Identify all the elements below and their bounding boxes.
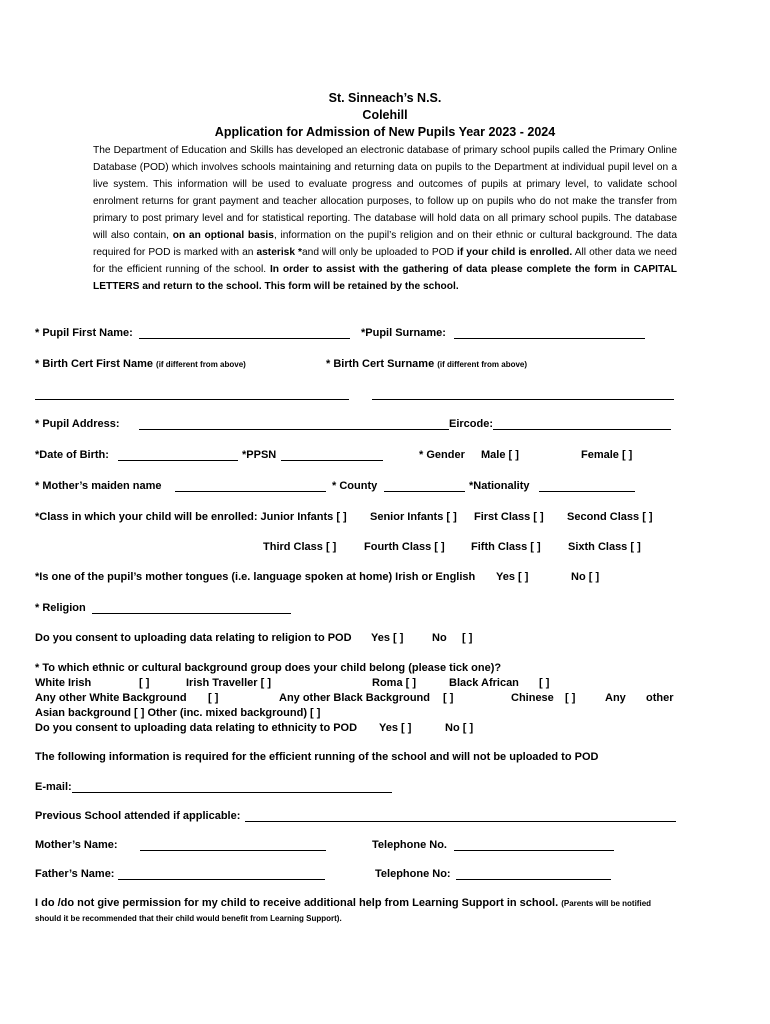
county-field[interactable] bbox=[384, 491, 465, 492]
intro-text-3: and will only be uploaded to POD bbox=[302, 247, 454, 258]
class-fourth-checkbox[interactable]: Fourth Class [ ] bbox=[364, 541, 445, 553]
dob-field[interactable] bbox=[118, 460, 238, 461]
fathers-name-field[interactable] bbox=[118, 879, 325, 880]
ppsn-label: *PPSN bbox=[242, 449, 277, 461]
any-label: Any bbox=[605, 692, 626, 704]
consent-religion-no-checkbox[interactable]: [ ] bbox=[462, 632, 473, 644]
gender-label: * Gender bbox=[419, 449, 465, 461]
birth-cert-surname-note: (if different from above) bbox=[437, 360, 528, 369]
previous-school-label: Previous School attended if applicable: bbox=[35, 810, 241, 822]
nationality-label: *Nationality bbox=[469, 480, 530, 492]
consent-ethnic-question: Do you consent to uploading data relating to ethnicity to POD bbox=[35, 722, 358, 734]
form-title: Application for Admission of New Pupils Year 2023 - 2024 bbox=[214, 125, 556, 139]
class-fifth-checkbox[interactable]: Fifth Class [ ] bbox=[471, 541, 541, 553]
black-african-label: Black African bbox=[449, 677, 519, 689]
birth-cert-first-field[interactable] bbox=[35, 399, 349, 400]
consent-religion-no-label: No bbox=[432, 632, 447, 644]
learning-support-statement bbox=[35, 896, 651, 911]
surname-label: *Pupil Surname: bbox=[361, 327, 446, 339]
fathers-name-label: Father’s Name: bbox=[35, 868, 115, 880]
address-field[interactable] bbox=[139, 429, 449, 430]
email-label: E-mail: bbox=[35, 781, 72, 793]
religion-label: * Religion bbox=[35, 602, 86, 614]
mother-tongue-question: *Is one of the pupil’s mother tongues (i.e. language spoken at home) Irish or English bbox=[35, 571, 476, 583]
irish-traveller-checkbox[interactable]: Irish Traveller [ ] bbox=[186, 677, 271, 689]
intro-bold-asterisk: asterisk * bbox=[256, 247, 302, 258]
telephone-1-label: Telephone No. bbox=[372, 839, 447, 851]
eircode-field[interactable] bbox=[493, 429, 671, 430]
birth-cert-surname-text: * Birth Cert Surname bbox=[326, 358, 438, 370]
learning-support-note-1: (Parents will be notified bbox=[561, 899, 652, 908]
maiden-name-field[interactable] bbox=[175, 491, 326, 492]
eircode-label: Eircode: bbox=[449, 418, 494, 430]
roma-checkbox[interactable]: Roma [ ] bbox=[372, 677, 416, 689]
telephone-1-field[interactable] bbox=[454, 850, 614, 851]
first-name-field[interactable] bbox=[139, 338, 350, 339]
class-sixth-checkbox[interactable]: Sixth Class [ ] bbox=[568, 541, 641, 553]
other-black-checkbox[interactable]: [ ] bbox=[443, 692, 454, 704]
gender-female-checkbox[interactable]: Female [ ] bbox=[581, 449, 633, 461]
first-name-label: * Pupil First Name: bbox=[35, 327, 133, 339]
other-black-label: Any other Black Background bbox=[279, 692, 430, 704]
birth-cert-surname-label bbox=[326, 357, 527, 372]
chinese-checkbox[interactable]: [ ] bbox=[565, 692, 576, 704]
white-irish-label: White Irish bbox=[35, 677, 92, 689]
class-third-checkbox[interactable]: Third Class [ ] bbox=[263, 541, 337, 553]
intro-bold-capitals: In order to assist with the gathering of data please complete the form in CAPITAL LETTERS and return to the school. This form will be retained by the school. bbox=[93, 264, 677, 292]
consent-ethnic-yes-checkbox[interactable]: Yes [ ] bbox=[379, 722, 412, 734]
birth-cert-first-label bbox=[35, 357, 246, 372]
mothers-name-field[interactable] bbox=[140, 850, 326, 851]
religion-field[interactable] bbox=[92, 613, 291, 614]
other-label: other bbox=[646, 692, 674, 704]
birth-cert-first-text: * Birth Cert First Name bbox=[35, 358, 157, 370]
birth-cert-first-note: (if different from above) bbox=[156, 360, 246, 369]
address-label: * Pupil Address: bbox=[35, 418, 120, 430]
learning-support-text: I do /do not give permission for my child to receive additional help from Learning Support in school. bbox=[35, 897, 562, 909]
mother-tongue-no-checkbox[interactable]: No [ ] bbox=[571, 571, 600, 583]
intro-bold-enrolled: if your child is enrolled. bbox=[457, 247, 573, 258]
consent-ethnic-no-checkbox[interactable]: No [ ] bbox=[445, 722, 474, 734]
maiden-name-label: * Mother’s maiden name bbox=[35, 480, 162, 492]
email-field[interactable] bbox=[72, 792, 392, 793]
consent-religion-yes-checkbox[interactable]: Yes [ ] bbox=[371, 632, 404, 644]
asian-other-options[interactable]: Asian background [ ] Other (inc. mixed background) [ ] bbox=[35, 707, 321, 719]
school-location: Colehill bbox=[362, 108, 408, 122]
birth-cert-surname-field[interactable] bbox=[372, 399, 674, 400]
class-senior-infants-checkbox[interactable]: Senior Infants [ ] bbox=[370, 511, 457, 523]
black-african-checkbox[interactable]: [ ] bbox=[539, 677, 550, 689]
intro-text-2: , information on the pupil’s religion and on their ethnic or cultural background. The data required for POD is marked with an bbox=[93, 230, 677, 258]
other-white-label: Any other White Background bbox=[35, 692, 187, 704]
chinese-label: Chinese bbox=[511, 692, 554, 704]
mothers-name-label: Mother’s Name: bbox=[35, 839, 118, 851]
consent-religion-question: Do you consent to uploading data relating to religion to POD bbox=[35, 632, 352, 644]
surname-field[interactable] bbox=[454, 338, 645, 339]
intro-text-4: All other data we need for the efficient running of the school. bbox=[93, 247, 677, 275]
class-junior-infants-checkbox[interactable]: *Class in which your child will be enrolled: Junior Infants [ ] bbox=[35, 511, 347, 523]
previous-school-field[interactable] bbox=[245, 821, 676, 822]
dob-label: *Date of Birth: bbox=[35, 449, 109, 461]
nationality-field[interactable] bbox=[539, 491, 635, 492]
white-irish-checkbox[interactable]: [ ] bbox=[139, 677, 150, 689]
intro-paragraph bbox=[93, 142, 677, 295]
class-second-checkbox[interactable]: Second Class [ ] bbox=[567, 511, 653, 523]
intro-bold-optional: on an optional basis bbox=[172, 230, 274, 241]
class-first-checkbox[interactable]: First Class [ ] bbox=[474, 511, 544, 523]
telephone-2-field[interactable] bbox=[456, 879, 611, 880]
intro-text-1: The Department of Education and Skills has developed an electronic database of primary school pupils called the Primary Online Database (POD) which involves schools maintaining and returning data on pupils to the Department at individual pupil level on a live system. This information will be used to evaluate progress and outcomes of pupils at primary level, to validate school enrolment returns for grant payment and teacher allocation purposes, to follow up on pupils who do not make the transfer from primary to post primary level and for statistical reporting. The database will hold data on all primary school pupils. The database will also contain, bbox=[93, 145, 677, 241]
other-white-checkbox[interactable]: [ ] bbox=[208, 692, 219, 704]
following-info-heading: The following information is required for the efficient running of the school and will not be uploaded to POD bbox=[35, 751, 599, 763]
ethnic-question: * To which ethnic or cultural background group does your child belong (please tick one)? bbox=[35, 662, 502, 674]
gender-male-checkbox[interactable]: Male [ ] bbox=[481, 449, 519, 461]
telephone-2-label: Telephone No: bbox=[375, 868, 451, 880]
ppsn-field[interactable] bbox=[281, 460, 383, 461]
mother-tongue-yes-checkbox[interactable]: Yes [ ] bbox=[496, 571, 529, 583]
county-label: * County bbox=[332, 480, 378, 492]
school-name: St. Sinneach’s N.S. bbox=[328, 91, 442, 105]
learning-support-note-2: should it be recommended that their child would benefit from Learning Support). bbox=[35, 914, 342, 923]
